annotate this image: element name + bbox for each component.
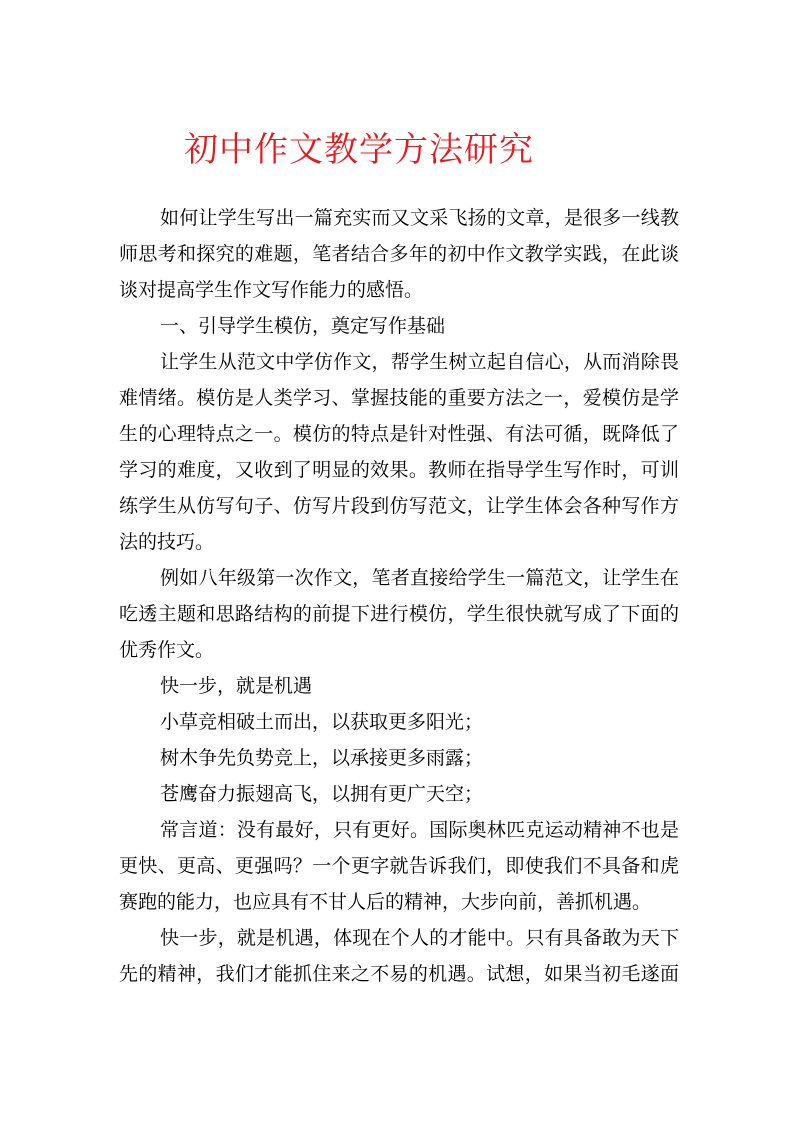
paragraph-line: 让学生从范文中学仿作文，帮学生树立起自信心，从而消除畏 [160,351,679,373]
essay-line: 小草竞相破土而出，以获取更多阳光； [160,711,484,733]
paragraph-line: 难情绪。模仿是人类学习、掌握技能的重要方法之一，爱模仿是学 [119,387,679,409]
paragraph-line: 先的精神，我们才能抓住来之不易的机遇。试想，如果当初毛遂面 [119,963,679,985]
paragraph-line: 谈对提高学生作文写作能力的感悟。 [119,279,424,301]
paragraph-line: 快一步，就是机遇，体现在个人的才能中。只有具备敢为天下 [160,927,679,949]
paragraph-line: 师思考和探究的难题，笔者结合多年的初中作文教学实践，在此谈 [119,243,679,265]
paragraph-line: 吃透主题和思路结构的前提下进行模仿，学生很快就写成了下面的 [119,603,679,625]
paragraph-line: 常言道：没有最好，只有更好。国际奥林匹克运动精神不也是 [160,819,679,841]
paragraph-line: 优秀作文。 [119,639,215,661]
paragraph-line: 生的心理特点之一。模仿的特点是针对性强、有法可循，既降低了 [119,423,679,445]
paragraph-line: 例如八年级第一次作文，笔者直接给学生一篇范文，让学生在 [160,567,679,589]
paragraph-line: 学习的难度，又收到了明显的效果。教师在指导学生写作时，可训 [119,459,679,481]
paragraph-line: 练学生从仿写句子、仿写片段到仿写范文，让学生体会各种写作方 [119,495,679,517]
section-heading: 一、引导学生模仿，奠定写作基础 [160,315,446,337]
paragraph-line: 法的技巧。 [119,531,215,553]
paragraph-line: 更快、更高、更强吗？一个更字就告诉我们，即使我们不具备和虎 [119,855,679,877]
essay-line: 苍鹰奋力振翅高飞，以拥有更广天空； [160,783,484,805]
essay-line: 树木争先负势竞上，以承接更多雨露； [160,747,484,769]
document-title: 初中作文教学方法研究 [184,130,534,170]
paragraph-line: 如何让学生写出一篇充实而又文采飞扬的文章，是很多一线教 [160,207,679,229]
essay-title: 快一步，就是机遇 [160,675,313,697]
paragraph-line: 赛跑的能力，也应具有不甘人后的精神，大步向前，善抓机遇。 [119,891,652,913]
